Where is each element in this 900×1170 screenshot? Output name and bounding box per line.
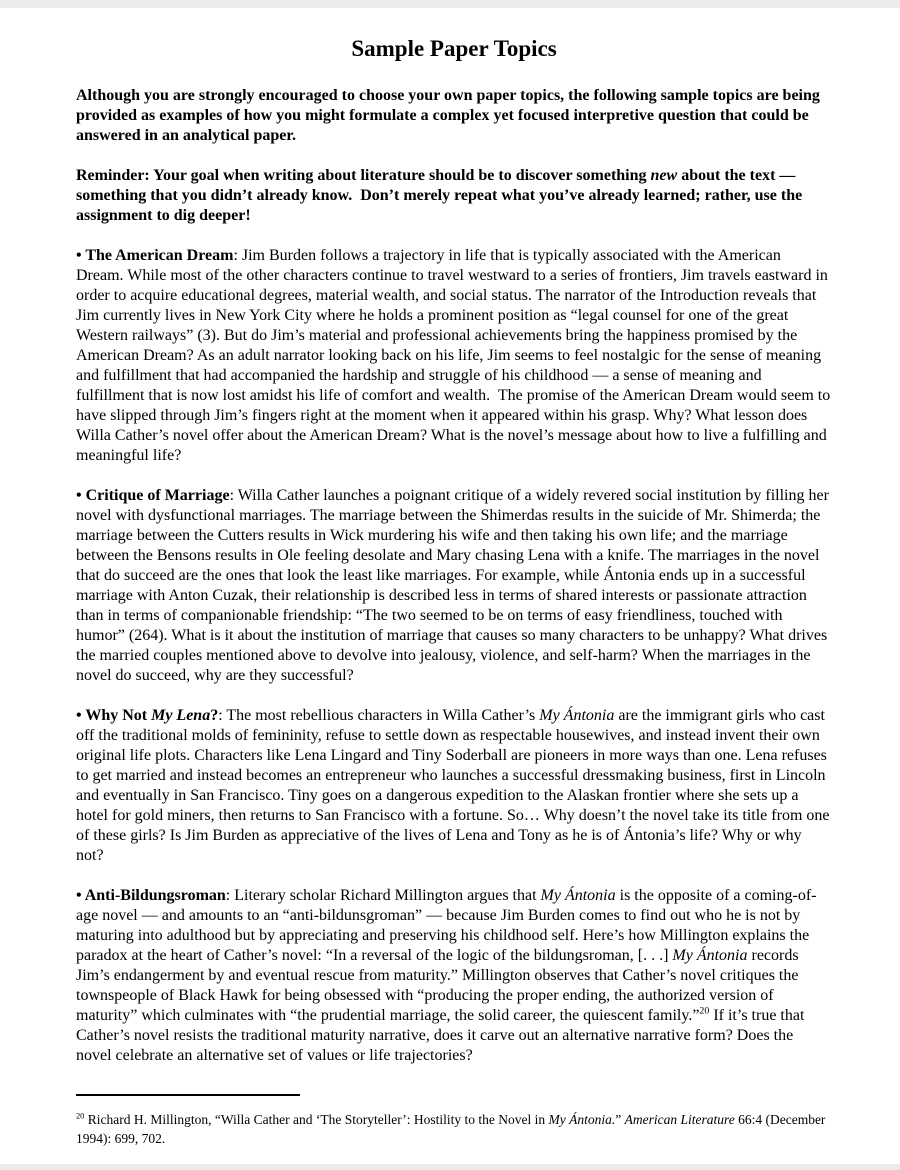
topic-why-not-my-lena bbox=[76, 706, 832, 866]
text-segment: My Ántonia bbox=[540, 887, 616, 904]
text-segment: American Literature bbox=[624, 1111, 735, 1127]
text-segment: My Ántonia. bbox=[548, 1111, 616, 1127]
text-segment: Although you are strongly encouraged to choose your own paper topics, the following sample topics are being provided as examples of how you might formulate a complex yet focused interpretive question that could be answered in an analytical paper. bbox=[76, 87, 824, 144]
text-segment: • Critique of Marriage bbox=[76, 487, 230, 504]
text-segment: • Why Not bbox=[76, 707, 152, 724]
text-segment: are the immigrant girls who cast off the traditional molds of femininity, refuse to settle down as respectable housewives, and instead invent their own original life plots. Characters like Lena Lingard and Tiny Soderball are pioneers in more ways than one. Lena refuses to get married and instead becomes an entrepreneur who launches a successful dressmaking business, first in Lincoln and eventually in San Francisco. Tiny goes on a dangerous expedition to the Alaskan frontier where she sets up a hotel for gold miners, then returns to San Francisco with a fortune. So… Why doesn’t the novel take its title from one of these girls? Is Jim Burden as appreciative of the lives of Lena and Tony as he is of Ántonia’s life? Why or why not? bbox=[76, 707, 834, 864]
text-segment: My Ántonia bbox=[672, 947, 748, 964]
footnote-reference: 20 bbox=[699, 1005, 710, 1017]
footnote-section bbox=[76, 1094, 832, 1161]
footnote-reference: 20 bbox=[76, 1111, 85, 1120]
text-segment: : Literary scholar Richard Millington argues that bbox=[225, 887, 541, 904]
text-segment: • The American Dream bbox=[76, 247, 234, 264]
text-segment: Reminder: Your goal when writing about literature should be to discover something bbox=[76, 167, 651, 184]
text-segment: Richard H. Millington, “Willa Cather and ‘The Storyteller’: Hostility to the Novel in bbox=[84, 1111, 549, 1127]
page-title: Sample Paper Topics bbox=[351, 36, 557, 61]
text-segment: If it’s true that Cather’s novel resists the traditional maturity narrative, does it carve out an alternative narrative form? Does the novel celebrate an alternative set of values or life trajectories? bbox=[76, 1007, 809, 1064]
text-segment: ? bbox=[210, 707, 219, 724]
text-segment: records Jim’s endangerment by and eventual rescue from maturity.” Millington observes that Cather’s novel critiques the townspeople of Black Hawk for being obsessed with “producing the proper ending, the authorized version of maturity” which culminates with “the prudential marriage, the solid career, the quiescent family.” bbox=[76, 947, 803, 1024]
text-segment: new bbox=[650, 167, 678, 184]
page-bottom-edge bbox=[0, 1164, 900, 1170]
paragraph-intro bbox=[76, 86, 832, 146]
footnote-text bbox=[76, 1110, 832, 1148]
footnote-divider bbox=[76, 1094, 300, 1096]
paragraph-reminder bbox=[76, 166, 832, 226]
text-segment: : Jim Burden follows a trajectory in life that is typically associated with the American Dream. While most of the other characters continue to travel westward to a series of frontiers, Jim travels eastward in order to acquire educational degrees, material wealth, and social status. The narrator of the Introduction reveals that Jim currently lives in New York City where he holds a prominent position as “legal counsel for one of the great Western railways” (3). But do Jim’s material and professional achievements bring the happiness promised by the American Dream? As an adult narrator looking back on his life, Jim seems to feel nostalgic for the sense of meaning and fulfillment that had accompanied the hardship and struggle of his childhood — a sense of meaning and fulfillment that is now lost amidst his life of comfort and wealth. The promise of the American Dream would seem to have slipped through Jim’s fingers right at the moment when it appeared within his grasp. Why? What lesson does Willa Cather’s novel offer about the American Dream? What is the novel’s message about how to live a fulfilling and meaningful life? bbox=[76, 247, 835, 464]
text-segment: My Lena bbox=[151, 707, 211, 724]
text-segment: : Willa Cather launches a poignant critique of a widely revered social institution by filling her novel with dysfunctional marriages. The marriage between the Shimerdas results in the suicide of Mr. Shimerda; the marriage between the Cutters results in Wick murdering his wife and then taking his own life; and the marriage between the Bensons results in Ole feeling desolate and Mary chasing Lena with a knife. The marriages in the novel that do succeed are the ones that look the least like marriages. For example, while Ántonia ends up in a successful marriage with Anton Cuzak, their relationship is described less in terms of shared interests or passionate attraction than in terms of companionable friendship: “The two seemed to be on terms of easy friendliness, touched with humor” (264). What is it about the institution of marriage that causes so many characters to be unhappy? What drives the married couples mentioned above to devolve into jealousy, violence, and self-harm? When the marriages in the novel do succeed, why are they successful? bbox=[76, 487, 833, 684]
page-top-edge bbox=[0, 0, 900, 8]
text-segment: • Anti-Bildungsroman bbox=[76, 887, 226, 904]
text-segment: : The most rebellious characters in Willa Cather’s bbox=[218, 707, 540, 724]
text-segment: about the text — something that you didn’t already know. Don’t merely repeat what you’ve already learned; rather, use the assignment to dig deeper! bbox=[76, 167, 807, 224]
text-segment: is the opposite of a coming-of-age novel — and amounts to an “anti-bildunsgroman” — because Jim Burden comes to find out who he is not by maturing into adulthood but by appreciating and preserving his childhood self. Here’s how Millington explains the paradox at the heart of Cather’s novel: “In a reversal of the logic of the bildungsroman, [. . .] bbox=[76, 887, 817, 964]
text-segment: ” bbox=[615, 1111, 625, 1127]
document-body bbox=[76, 34, 835, 1066]
topic-critique-of-marriage bbox=[76, 486, 832, 686]
topic-anti-bildungsroman bbox=[76, 886, 832, 1066]
text-segment: 66:4 (December 1994): 699, 702. bbox=[76, 1111, 829, 1146]
text-segment: My Ántonia bbox=[539, 707, 615, 724]
topic-american-dream bbox=[76, 246, 835, 466]
